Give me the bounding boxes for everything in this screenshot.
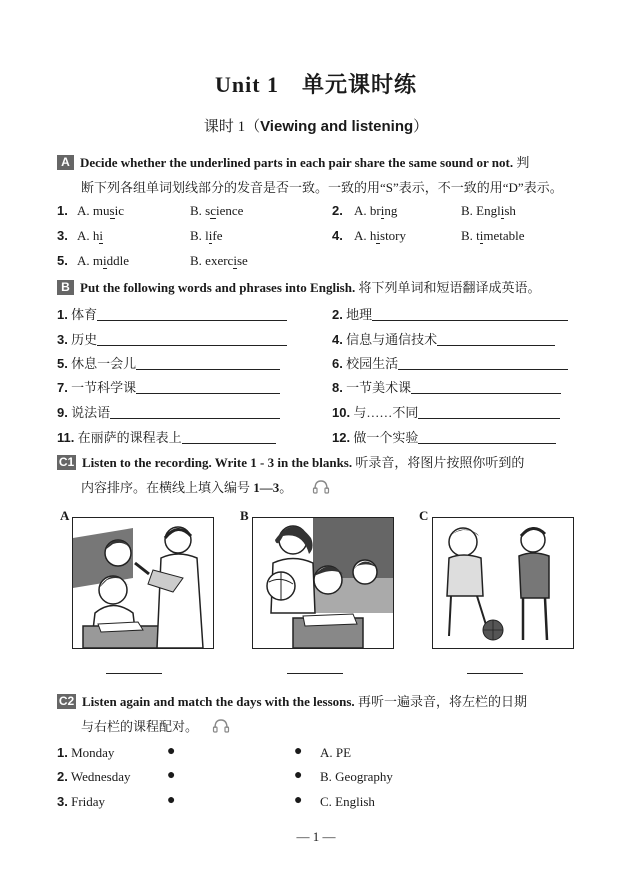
item-number: 3. xyxy=(57,794,68,809)
item-number: 6. xyxy=(332,356,343,371)
word-part: ng xyxy=(384,203,398,218)
underlined-letter: i xyxy=(103,253,107,268)
word-part: m xyxy=(92,253,104,268)
underlined-letter: i xyxy=(99,228,104,243)
option-label: A. xyxy=(77,253,90,268)
section-b-item-11 xyxy=(57,427,293,446)
item-text: 一节科学课 xyxy=(71,380,137,395)
option-label: C. xyxy=(320,794,332,809)
item-text: 做一个实验 xyxy=(353,430,419,445)
word-part: h xyxy=(92,228,100,243)
item-number: 1. xyxy=(57,307,68,322)
section-c2-badge: C2 xyxy=(58,694,75,708)
match-right-1 xyxy=(320,745,351,761)
lesson-text: Geography xyxy=(335,769,393,784)
underlined-letter: c xyxy=(210,203,217,218)
section-b-item-9 xyxy=(57,402,293,421)
option-b xyxy=(190,203,243,219)
underlined-letter: i xyxy=(479,228,484,243)
option-a xyxy=(77,253,129,269)
word-part: ience xyxy=(216,203,244,218)
answer-blank[interactable] xyxy=(398,356,568,370)
section-b-item-12 xyxy=(332,427,576,446)
item-number: 9. xyxy=(57,405,68,420)
answer-blank[interactable] xyxy=(411,380,561,394)
item-text: 休息一会儿 xyxy=(71,356,137,371)
item-number: 8. xyxy=(332,380,343,395)
answer-blank[interactable] xyxy=(372,307,568,321)
word-part: story xyxy=(380,228,407,243)
word-part: se xyxy=(236,253,248,268)
headphones-icon xyxy=(212,718,230,734)
option-label: B. xyxy=(190,203,202,218)
section-a-instruction-en: Decide whether the underlined parts in each pair share the same sound or not. xyxy=(80,155,514,170)
match-dot-left[interactable]: ● xyxy=(167,793,176,808)
subtitle-suffix: ） xyxy=(413,119,429,135)
item-text: 校园生活 xyxy=(346,356,399,371)
option-label: B. xyxy=(190,228,202,243)
underlined-letter: i xyxy=(500,203,505,218)
word-part: ddle xyxy=(106,253,130,268)
section-b-item-10 xyxy=(332,402,576,421)
subtitle-prefix: 课时 1（ xyxy=(203,119,261,135)
option-label: B. xyxy=(320,769,332,784)
option-label: B. xyxy=(461,228,473,243)
match-left-3 xyxy=(57,794,105,810)
option-label: A. xyxy=(354,228,367,243)
section-c2-instruction-zh-2: 与右栏的课程配对。 xyxy=(81,719,199,734)
item-number: 3. xyxy=(57,228,68,243)
item-number: 12. xyxy=(332,430,351,445)
answer-blank[interactable] xyxy=(97,332,287,346)
item-number: 4. xyxy=(332,228,343,243)
section-b-item-3 xyxy=(57,329,293,348)
item-text: 历史 xyxy=(71,332,98,347)
lesson-text: English xyxy=(335,794,375,809)
section-b-item-5 xyxy=(57,353,293,372)
picture-a-illustration xyxy=(72,517,214,649)
word-part: mu xyxy=(92,203,110,218)
section-c1-instruction-zh-2: 内容排序。在横线上填入编号 xyxy=(81,480,254,495)
word-part: sh xyxy=(504,203,516,218)
word-part: h xyxy=(369,228,377,243)
section-a-item-4 xyxy=(332,228,525,244)
subtitle-en: Viewing and listening xyxy=(260,118,414,135)
item-text: 信息与通信技术 xyxy=(346,332,438,347)
option-b xyxy=(190,228,223,244)
section-b-item-6 xyxy=(332,353,576,372)
answer-blank[interactable] xyxy=(418,430,556,444)
option-label: B. xyxy=(461,203,473,218)
lesson-text: PE xyxy=(335,745,352,760)
section-c1-badge: C1 xyxy=(58,455,75,469)
match-left-1 xyxy=(57,745,114,761)
word-part: s xyxy=(205,203,211,218)
section-c2-instruction xyxy=(57,689,577,739)
item-text: 地理 xyxy=(346,307,373,322)
picture-c-illustration xyxy=(432,517,574,649)
match-dot-right[interactable]: ● xyxy=(294,744,303,759)
option-a xyxy=(354,228,406,244)
answer-blank[interactable] xyxy=(136,356,280,370)
item-number: 4. xyxy=(332,332,343,347)
word-part: fe xyxy=(212,228,223,243)
underlined-letter: i xyxy=(208,228,213,243)
section-a-instruction xyxy=(57,150,577,200)
match-right-3 xyxy=(320,794,375,810)
section-a-item-3 xyxy=(57,228,223,244)
match-right-2 xyxy=(320,769,393,785)
match-dot-left[interactable]: ● xyxy=(167,744,176,759)
option-b xyxy=(461,203,516,219)
word-part: t xyxy=(476,228,480,243)
option-a xyxy=(77,228,103,244)
option-label: B. xyxy=(190,253,202,268)
answer-blank[interactable] xyxy=(136,380,280,394)
match-dot-left[interactable]: ● xyxy=(167,768,176,783)
section-a-badge: A xyxy=(57,155,74,170)
section-c2-instruction-en: Listen again and match the days with the lessons. xyxy=(82,694,355,709)
item-number: 11. xyxy=(57,430,75,445)
underlined-letter: s xyxy=(109,203,115,218)
page-title: Unit 1 单元课时练 xyxy=(214,72,418,97)
headphones-icon xyxy=(312,479,330,495)
item-number: 2. xyxy=(332,307,343,322)
section-c1-instruction xyxy=(57,450,577,500)
item-number: 7. xyxy=(57,380,68,395)
underlined-letter: i xyxy=(380,203,385,218)
picture-b-answer-line[interactable] xyxy=(287,673,343,674)
underlined-letter: i xyxy=(376,228,381,243)
section-b-instruction-en: Put the following words and phrases into English. xyxy=(80,280,356,295)
answer-blank[interactable] xyxy=(182,430,276,444)
item-text: 说法语 xyxy=(71,405,111,420)
day-text: Friday xyxy=(71,794,106,809)
section-b-item-7 xyxy=(57,377,293,396)
item-number: 3. xyxy=(57,332,68,347)
picture-c-answer-line[interactable] xyxy=(467,673,523,674)
section-a-instruction-zh-1: 判 xyxy=(516,155,530,170)
section-c1-instruction-end: 。 xyxy=(279,480,293,495)
option-label: A. xyxy=(354,203,367,218)
item-number: 2. xyxy=(332,203,343,218)
option-b xyxy=(461,228,525,244)
item-text: 在丽萨的课程表上 xyxy=(77,430,182,445)
option-a xyxy=(354,203,397,219)
answer-blank[interactable] xyxy=(110,405,280,419)
option-label: A. xyxy=(77,228,90,243)
section-b-instruction-zh: 将下列单词和短语翻译成英语。 xyxy=(358,280,541,295)
item-number: 1. xyxy=(57,745,68,760)
option-a xyxy=(77,203,124,219)
day-text: Monday xyxy=(71,745,115,760)
section-c1-instruction-bold: 1—3 xyxy=(253,480,280,495)
item-text: 体育 xyxy=(71,307,98,322)
picture-a-answer-line[interactable] xyxy=(106,673,162,674)
section-b-item-2 xyxy=(332,304,576,323)
section-c1-instruction-en: Listen to the recording. Write 1 - 3 in the blanks. xyxy=(82,455,353,470)
item-number: 5. xyxy=(57,356,68,371)
section-b-badge: B xyxy=(57,280,74,295)
word-part: Engl xyxy=(476,203,501,218)
item-text: 与……不同 xyxy=(353,405,419,420)
item-number: 10. xyxy=(332,405,351,420)
answer-blank[interactable] xyxy=(437,332,555,346)
answer-blank[interactable] xyxy=(97,307,287,321)
option-label: A. xyxy=(77,203,90,218)
underlined-letter: i xyxy=(233,253,237,268)
word-part: exerc xyxy=(205,253,234,268)
section-b-item-8 xyxy=(332,377,576,396)
match-left-2 xyxy=(57,769,130,785)
page-number: — 1 — xyxy=(296,829,336,844)
word-part: br xyxy=(369,203,381,218)
day-text: Wednesday xyxy=(70,769,131,784)
section-b-item-4 xyxy=(332,329,576,348)
item-number: 1. xyxy=(57,203,68,218)
picture-b-illustration xyxy=(252,517,394,649)
section-c1-instruction-zh-1: 听录音，将图片按照你听到的 xyxy=(355,455,525,470)
option-label: A. xyxy=(320,745,333,760)
picture-label-c: C xyxy=(419,508,429,523)
lesson-subtitle xyxy=(0,115,632,136)
section-b-item-1 xyxy=(57,304,293,323)
section-b-instruction xyxy=(57,275,577,300)
word-part: ic xyxy=(114,203,124,218)
section-c2-instruction-zh-1: 再听一遍录音，将左栏的日期 xyxy=(357,694,527,709)
section-a-item-1 xyxy=(57,203,244,219)
picture-label-a: A xyxy=(60,508,70,523)
section-a-instruction-zh-2: 断下列各组单词划线部分的发音是否一致。一致的用“S”表示，不一致的用“D”表示。 xyxy=(81,180,563,195)
section-a-item-5 xyxy=(57,253,248,269)
item-text: 一节美术课 xyxy=(346,380,412,395)
match-dot-right[interactable]: ● xyxy=(294,793,303,808)
section-a-item-2 xyxy=(332,203,516,219)
picture-label-b: B xyxy=(240,508,249,523)
item-number: 2. xyxy=(57,769,68,784)
section-c1-instruction-line2 xyxy=(57,480,292,495)
match-dot-right[interactable]: ● xyxy=(294,768,303,783)
word-part: l xyxy=(205,228,209,243)
item-number: 5. xyxy=(57,253,68,268)
answer-blank[interactable] xyxy=(418,405,560,419)
word-part: metable xyxy=(483,228,525,243)
option-b xyxy=(190,253,248,269)
